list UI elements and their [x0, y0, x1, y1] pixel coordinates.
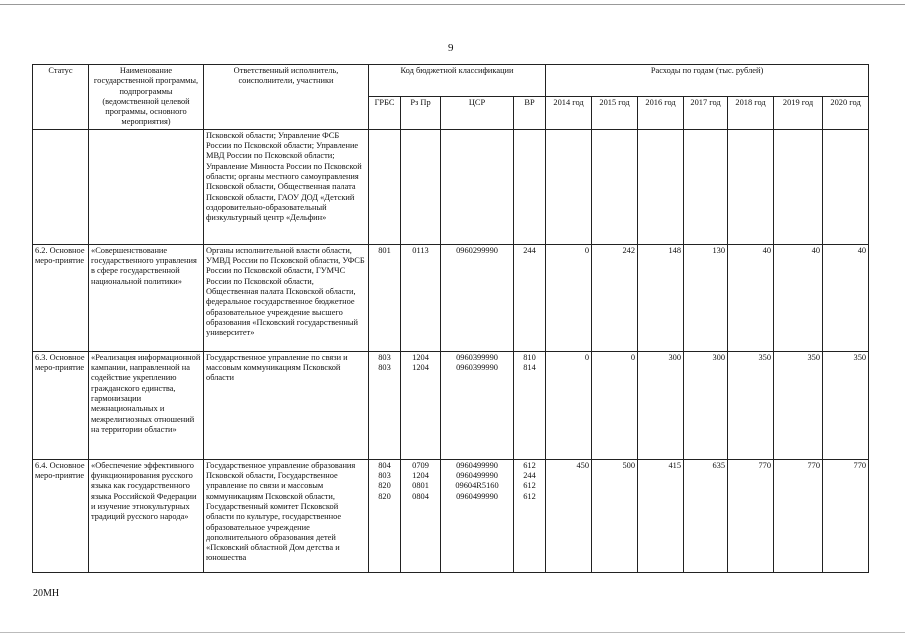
rzpr-cell — [401, 459, 441, 572]
rzpr-value: 0804 — [412, 491, 429, 501]
name-header: Наименование государственной программы, подпрограммы (ведомственной целевой программы, основного мероприятия) — [89, 65, 204, 130]
year-header: 2016 год — [638, 97, 684, 129]
status-cell: 6.4. Основное меро-приятие — [33, 459, 89, 572]
expenses-header: Расходы по годам (тыс. рублей) — [546, 65, 869, 97]
value-cell: 0 — [546, 244, 592, 351]
rzpr-cell — [401, 244, 441, 351]
grbs-cell — [369, 459, 401, 572]
table-row — [33, 459, 869, 572]
vr-value: 244 — [523, 471, 536, 481]
csr-cell — [441, 244, 514, 351]
table-row — [33, 244, 869, 351]
grbs-value: 804 — [378, 460, 391, 470]
year-header: 2018 год — [728, 97, 774, 129]
csr-header: ЦСР — [441, 97, 514, 129]
executor-cell: Государственное управление по связи и массовым коммуникациям Псковской области — [204, 351, 369, 459]
csr-cell — [441, 351, 514, 459]
executor-header: Ответственный исполнитель, соисполнители, участники — [204, 65, 369, 130]
csr-value: 0960399990 — [456, 363, 498, 373]
value-cell: 350 — [823, 351, 869, 459]
status-cell — [33, 129, 89, 244]
grbs-value: 803 — [378, 352, 391, 362]
value-cell: 0 — [592, 351, 638, 459]
year-header: 2019 год — [774, 97, 823, 129]
executor-cell: Органы исполнительной власти области, УМВД России по Псковской области, УФСБ России по Псковской области, ГУМЧС России по Псковской области, Общественная палата Псковской области, федеральное государственное бюджетное образовательное учреждение высшего образования «Псковский государственный университет» — [204, 244, 369, 351]
value-cell: 770 — [728, 459, 774, 572]
csr-value: 0960499990 — [456, 471, 498, 481]
grbs-cell — [369, 244, 401, 351]
value-cell: 450 — [546, 459, 592, 572]
vr-value: 612 — [523, 460, 536, 470]
vr-cell — [514, 244, 546, 351]
rzpr-cell — [401, 351, 441, 459]
value-cell: 148 — [638, 244, 684, 351]
value-cell: 0 — [546, 351, 592, 459]
vr-value: 612 — [523, 491, 536, 501]
rzpr-value: 0801 — [412, 481, 429, 491]
csr-value: 0960499990 — [456, 460, 498, 470]
vr-value: 814 — [523, 363, 536, 373]
budget-code-header: Код бюджетной классификации — [369, 65, 546, 97]
value-cell — [728, 129, 774, 244]
value-cell: 40 — [823, 244, 869, 351]
vr-cell — [514, 351, 546, 459]
name-cell — [89, 129, 204, 244]
status-cell: 6.2. Основное меро-приятие — [33, 244, 89, 351]
value-cell: 770 — [774, 459, 823, 572]
year-header: 2014 год — [546, 97, 592, 129]
csr-value: 0960399990 — [456, 352, 498, 362]
rzpr-header: Рз Пр — [401, 97, 441, 129]
value-cell: 130 — [684, 244, 728, 351]
value-cell: 300 — [684, 351, 728, 459]
rzpr-value: 1204 — [412, 352, 429, 362]
value-cell: 40 — [728, 244, 774, 351]
grbs-value: 820 — [378, 491, 391, 501]
value-cell: 40 — [774, 244, 823, 351]
value-cell: 415 — [638, 459, 684, 572]
grbs-value: 803 — [378, 471, 391, 481]
vr-value: 612 — [523, 481, 536, 491]
grbs-header: ГРБС — [369, 97, 401, 129]
table-row — [33, 129, 869, 244]
value-cell — [638, 129, 684, 244]
executor-cell: Государственное управление образования Псковской области, Государственное управление по связи и массовым коммуникациям Псковской области, Государственный комитет Псковской области по культуре, государственное образовательное учреждение дополнительного образования детей «Псковский областной Дом детства и юношества — [204, 459, 369, 572]
grbs-value: 801 — [378, 245, 391, 255]
grbs-cell — [369, 351, 401, 459]
value-cell: 242 — [592, 244, 638, 351]
name-cell: «Обеспечение эффективного функционирования русского языка как государственного языка Российской Федерации и изучение этнокультурных традиций русского народа» — [89, 459, 204, 572]
grbs-value: 820 — [378, 481, 391, 491]
value-cell — [592, 129, 638, 244]
value-cell: 770 — [823, 459, 869, 572]
rzpr-value: 0113 — [412, 245, 429, 255]
header-row-1 — [33, 65, 869, 97]
grbs-value: 803 — [378, 363, 391, 373]
value-cell: 350 — [728, 351, 774, 459]
rzpr-cell — [401, 129, 441, 244]
table-row — [33, 351, 869, 459]
page-number: 9 — [448, 42, 454, 54]
csr-value: 0960299990 — [456, 245, 498, 255]
csr-cell — [441, 129, 514, 244]
rzpr-value: 0709 — [412, 460, 429, 470]
rzpr-value: 1204 — [412, 471, 429, 481]
status-cell: 6.3. Основное меро-приятие — [33, 351, 89, 459]
value-cell: 635 — [684, 459, 728, 572]
name-cell: «Совершенствование государственного управления в сфере государственной национальной политики» — [89, 244, 204, 351]
year-header: 2020 год — [823, 97, 869, 129]
vr-value: 810 — [523, 352, 536, 362]
value-cell — [823, 129, 869, 244]
vr-cell — [514, 129, 546, 244]
executor-cell: Псковской области; Управление ФСБ России по Псковской области; Управление МВД России по Псковской области; Управление Минюста России по Псковской области; органы местного самоуправления Псковской области, Общественная палата Псковской области, ГАОУ ДОД «Детский оздоровительно-образовательный физкультурный центр «Дельфин» — [204, 129, 369, 244]
year-header: 2017 год — [684, 97, 728, 129]
csr-value: 0960499990 — [456, 491, 498, 501]
value-cell — [774, 129, 823, 244]
budget-table — [32, 64, 869, 573]
value-cell — [684, 129, 728, 244]
grbs-cell — [369, 129, 401, 244]
csr-cell — [441, 459, 514, 572]
value-cell: 500 — [592, 459, 638, 572]
value-cell: 300 — [638, 351, 684, 459]
vr-value: 244 — [523, 245, 536, 255]
name-cell: «Реализация информационной кампании, направленной на содействие укреплению гражданского единства, гармонизации межнациональных и межрелигиозных отношений на территории области» — [89, 351, 204, 459]
value-cell: 350 — [774, 351, 823, 459]
vr-header: ВР — [514, 97, 546, 129]
status-header: Статус — [33, 65, 89, 130]
vr-cell — [514, 459, 546, 572]
value-cell — [546, 129, 592, 244]
csr-value: 09604R5160 — [455, 481, 499, 491]
year-header: 2015 год — [592, 97, 638, 129]
rzpr-value: 1204 — [412, 363, 429, 373]
footer-code: 20МН — [33, 588, 60, 599]
